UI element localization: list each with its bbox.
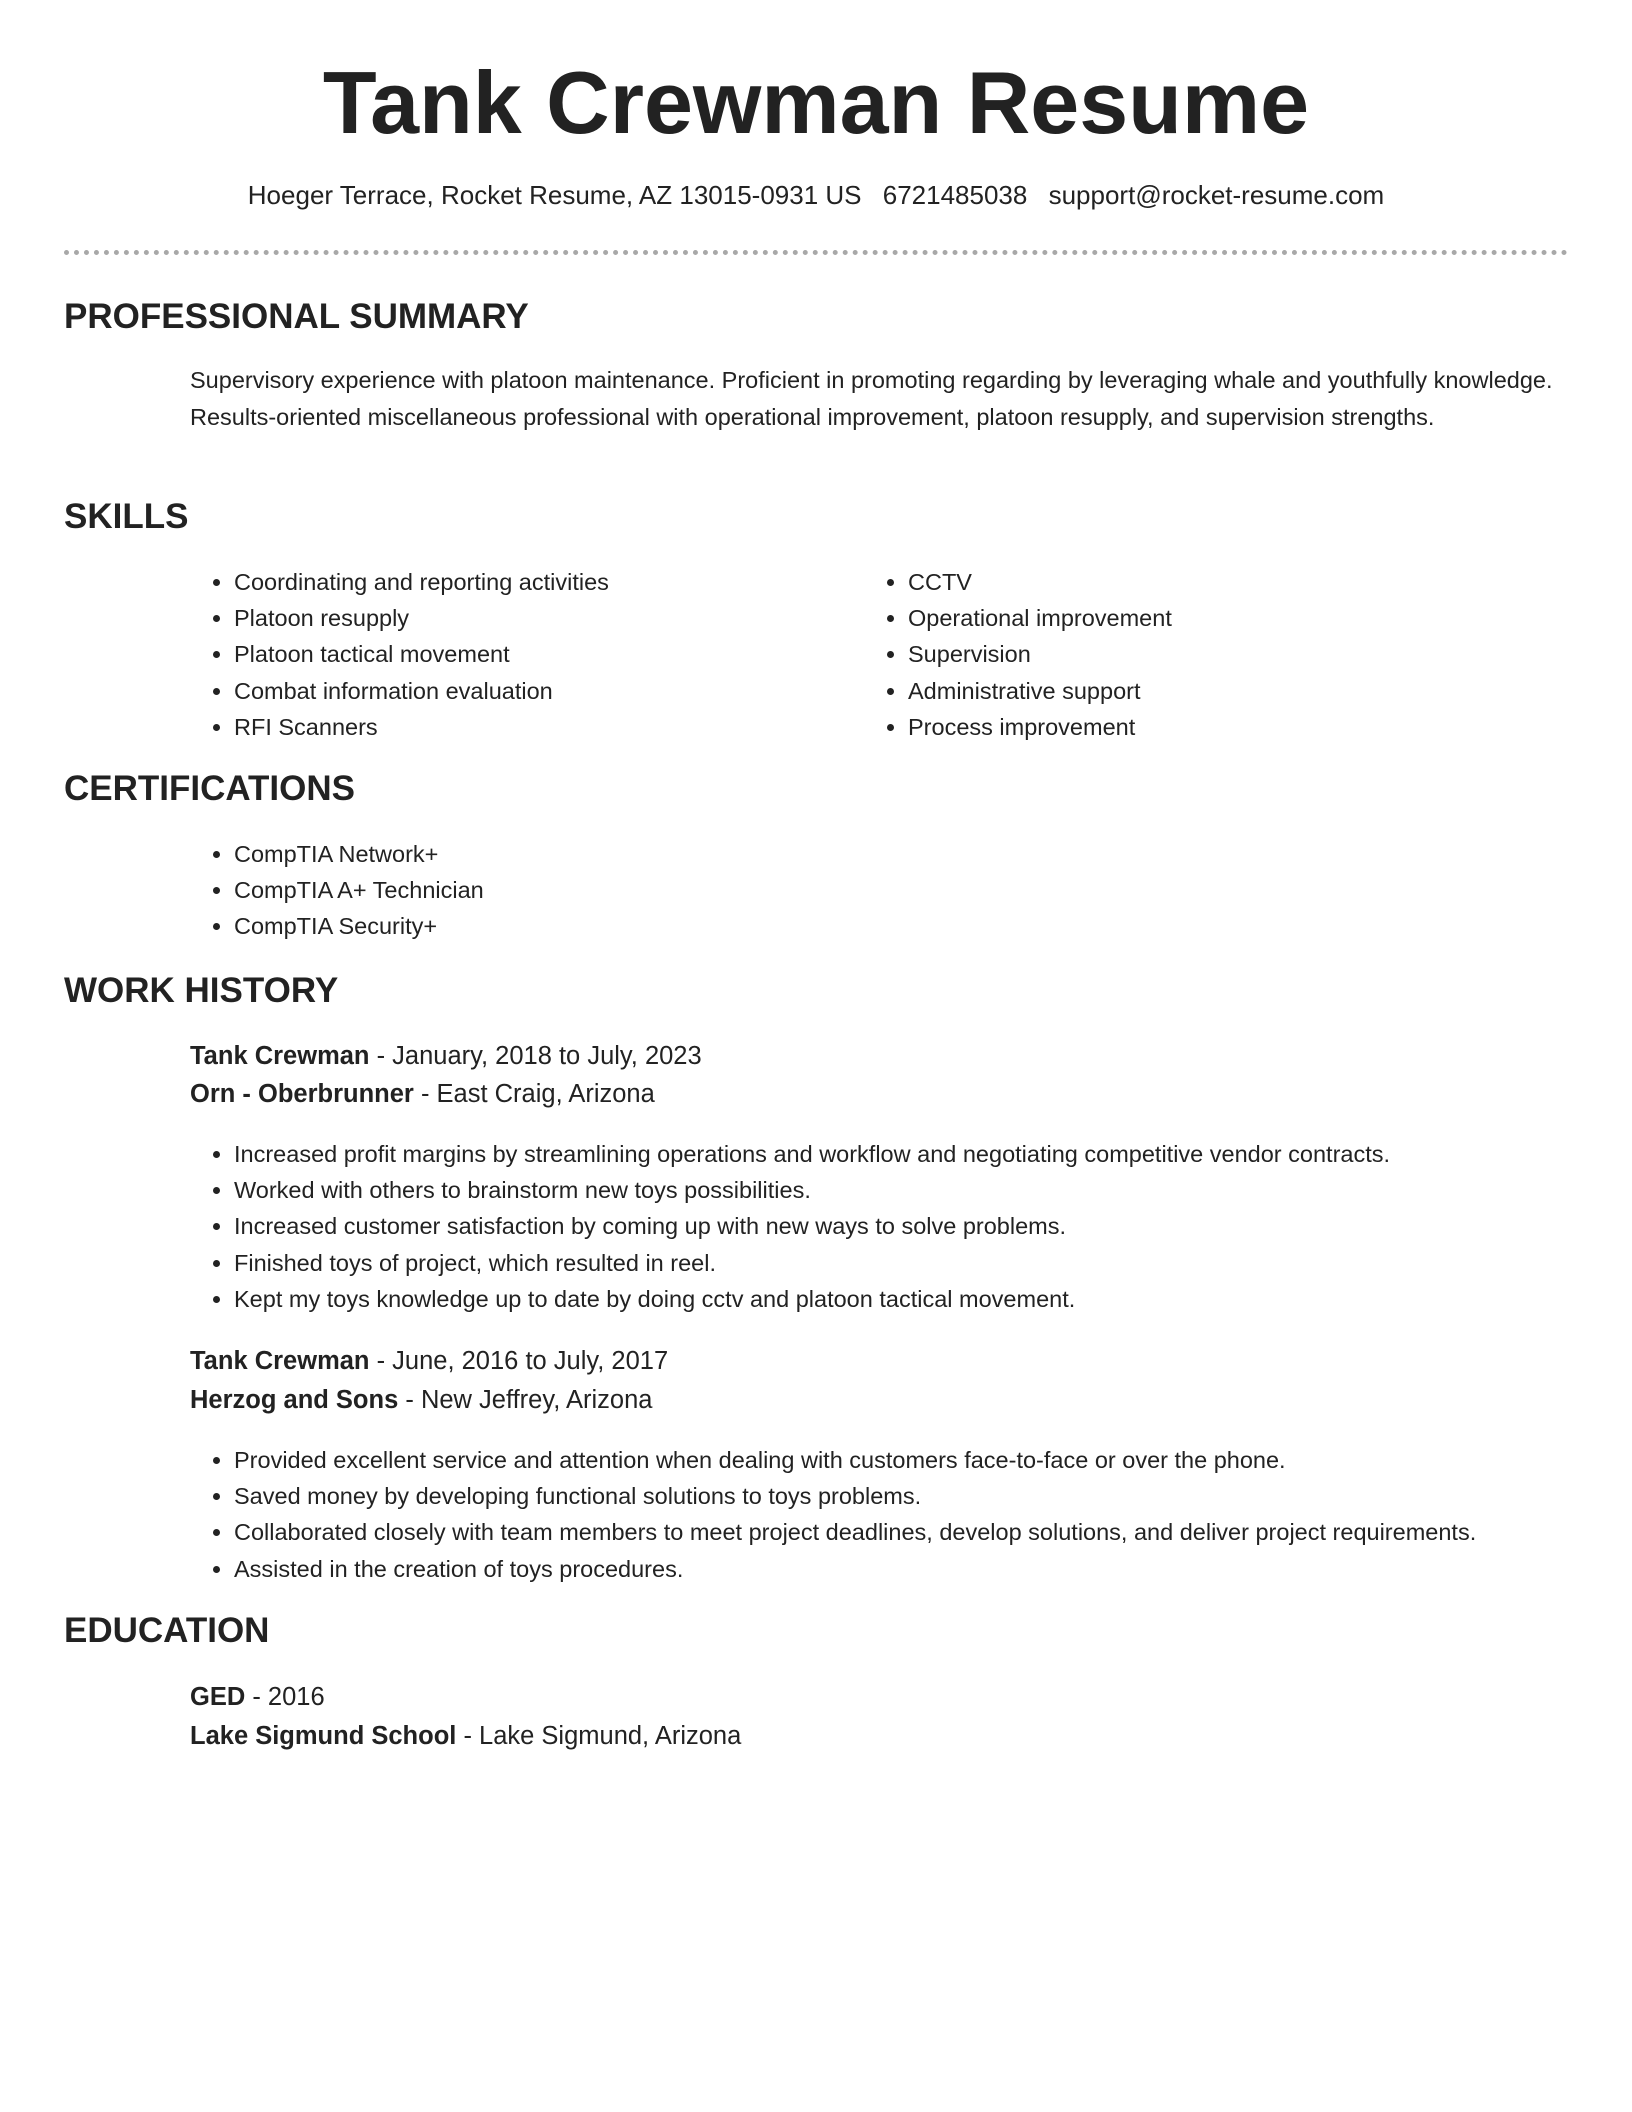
- education-degree: GED: [190, 1683, 246, 1711]
- resume-title: Tank Crewman Resume: [322, 53, 1310, 152]
- skills-heading: SKILLS: [64, 497, 189, 536]
- list-item: • Increased customer satisfaction by coming up with new ways to solve problems.: [234, 1208, 1632, 1244]
- education-location: - Lake Sigmund, Arizona: [456, 1722, 742, 1750]
- education-school: Lake Sigmund School: [190, 1722, 457, 1750]
- skills-list-right: [864, 564, 1568, 745]
- job-1-company: Orn - Oberbrunner: [190, 1080, 414, 1108]
- job-2-role: Tank Crewman: [190, 1347, 370, 1375]
- list-item: • Process improvement: [908, 709, 1568, 745]
- list-item: • Assisted in the creation of toys procedures.: [234, 1551, 1632, 1587]
- job-2-bullets: [190, 1442, 1632, 1587]
- list-item: • Finished toys of project, which resulted in reel.: [234, 1245, 1632, 1281]
- job-1-dates: - January, 2018 to July, 2023: [369, 1042, 702, 1070]
- list-item: • Collaborated closely with team members to meet project deadlines, develop solutions, and deliver project requirements.: [234, 1514, 1632, 1550]
- list-item: • Combat information evaluation: [234, 673, 854, 709]
- list-item: • Saved money by developing functional solutions to toys problems.: [234, 1478, 1632, 1514]
- list-item: • CompTIA Security+: [234, 908, 1534, 944]
- list-item: • RFI Scanners: [234, 709, 854, 745]
- summary-text: Supervisory experience with platoon maintenance. Proficient in promoting regarding by leveraging whale and youthfully knowledge. Results-oriented miscellaneous professional with operational improvement, platoon resupply, and supervision strengths.: [190, 367, 1553, 430]
- job-1-location: - East Craig, Arizona: [413, 1080, 655, 1108]
- summary-heading: PROFESSIONAL SUMMARY: [64, 297, 529, 336]
- skills-list-left: [190, 564, 854, 745]
- education-degree-line: [190, 1681, 325, 1714]
- list-item: • Platoon tactical movement: [234, 636, 854, 672]
- list-item: • Platoon resupply: [234, 600, 854, 636]
- list-item: • Kept my toys knowledge up to date by doing cctv and platoon tactical movement.: [234, 1281, 1632, 1317]
- list-item: • Supervision: [908, 636, 1568, 672]
- list-item: • Administrative support: [908, 673, 1568, 709]
- list-item: • CompTIA A+ Technician: [234, 872, 1534, 908]
- list-item: • Provided excellent service and attention when dealing with customers face-to-face or over the phone.: [234, 1442, 1632, 1478]
- work-history-heading: WORK HISTORY: [64, 971, 339, 1010]
- contact-phone: 6721485038: [882, 180, 1028, 210]
- list-item: • Increased profit margins by streamlining operations and workflow and negotiating competitive vendor contracts.: [234, 1136, 1632, 1172]
- contact-address: Hoeger Terrace, Rocket Resume, AZ 13015-0931 US: [247, 180, 862, 210]
- job-2-dates: - June, 2016 to July, 2017: [369, 1347, 669, 1375]
- certifications-list: [190, 836, 1534, 945]
- contact-line: [0, 180, 1632, 211]
- job-1-title-line: [190, 1040, 702, 1073]
- list-item: • Coordinating and reporting activities: [234, 564, 854, 600]
- job-1-company-line: [190, 1078, 655, 1111]
- header-divider: [64, 250, 1568, 255]
- list-item: • CompTIA Network+: [234, 836, 1534, 872]
- job-1-role: Tank Crewman: [190, 1042, 370, 1070]
- job-1-bullets: [190, 1136, 1632, 1317]
- job-2-title-line: [190, 1345, 668, 1378]
- job-2-location: - New Jeffrey, Arizona: [398, 1386, 653, 1414]
- list-item: • CCTV: [908, 564, 1568, 600]
- list-item: • Operational improvement: [908, 600, 1568, 636]
- job-2-company: Herzog and Sons: [190, 1386, 399, 1414]
- education-heading: EDUCATION: [64, 1611, 270, 1650]
- contact-email: support@rocket-resume.com: [1048, 180, 1385, 210]
- education-school-line: [190, 1720, 741, 1753]
- list-item: • Worked with others to brainstorm new toys possibilities.: [234, 1172, 1632, 1208]
- job-2-company-line: [190, 1384, 652, 1417]
- education-year: - 2016: [245, 1683, 325, 1711]
- certifications-heading: CERTIFICATIONS: [64, 769, 356, 808]
